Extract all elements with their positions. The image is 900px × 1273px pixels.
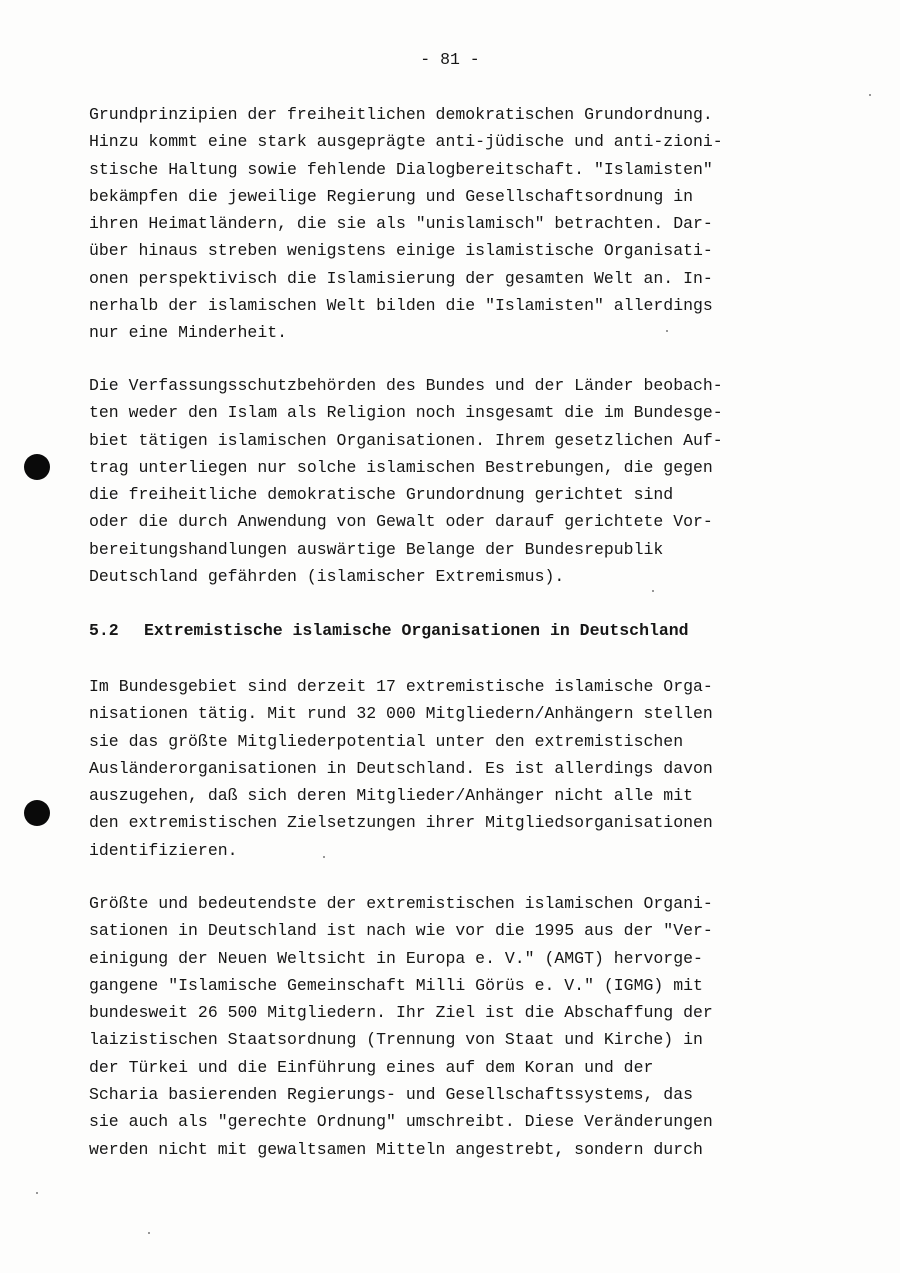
text-line: nerhalb der islamischen Welt bilden die "Islamisten" allerdings bbox=[89, 296, 713, 316]
text-line: sationen in Deutschland ist nach wie vor die 1995 aus der "Ver- bbox=[89, 921, 713, 941]
paragraph-1 bbox=[89, 101, 809, 347]
text-line: bereitungshandlungen auswärtige Belange der Bundesrepublik bbox=[89, 539, 664, 559]
page-number: - 81 - bbox=[420, 50, 480, 69]
text-line: sie auch als "gerechte Ordnung" umschreibt. Diese Veränderungen bbox=[89, 1112, 713, 1132]
text-line: onen perspektivisch die Islamisierung der gesamten Welt an. In- bbox=[89, 268, 713, 288]
text-line: Grundprinzipien der freiheitlichen demokratischen Grundordnung. bbox=[89, 105, 713, 124]
text-line: trag unterliegen nur solche islamischen Bestrebungen, die gegen bbox=[89, 457, 713, 477]
scan-speck bbox=[869, 94, 871, 96]
text-line: Die Verfassungsschutzbehörden des Bundes und der Länder beobach- bbox=[89, 376, 723, 395]
text-line: den extremistischen Zielsetzungen ihrer Mitgliedsorganisationen bbox=[89, 813, 713, 833]
text-line: oder die durch Anwendung von Gewalt oder darauf gerichtete Vor- bbox=[89, 512, 713, 532]
scan-speck bbox=[148, 1232, 150, 1234]
text-line: ihren Heimatländern, die sie als "unislamisch" betrachten. Dar- bbox=[89, 214, 713, 234]
text-line: ten weder den Islam als Religion noch insgesamt die im Bundesge- bbox=[89, 403, 723, 423]
text-line: bekämpfen die jeweilige Regierung und Gesellschaftsordnung in bbox=[89, 186, 693, 206]
text-line: Ausländerorganisationen in Deutschland. Es ist allerdings davon bbox=[89, 758, 713, 778]
text-line: Deutschland gefährden (islamischer Extremismus). bbox=[89, 567, 565, 587]
text-line: identifizieren. bbox=[89, 840, 238, 860]
text-line: sie das größte Mitgliederpotential unter den extremistischen bbox=[89, 731, 684, 751]
scan-speck bbox=[36, 1192, 38, 1194]
text-line: stische Haltung sowie fehlende Dialogbereitschaft. "Islamisten" bbox=[89, 159, 713, 179]
text-line: laizistischen Staatsordnung (Trennung von Staat und Kirche) in bbox=[89, 1030, 703, 1050]
punch-hole-upper bbox=[24, 454, 50, 480]
text-line: über hinaus streben wenigstens einige islamistische Organisati- bbox=[89, 241, 713, 261]
text-line: die freiheitliche demokratische Grundordnung gerichtet sind bbox=[89, 485, 674, 505]
text-line: nisationen tätig. Mit rund 32 000 Mitgliedern/Anhängern stellen bbox=[89, 704, 713, 724]
punch-hole-lower bbox=[24, 800, 50, 826]
text-line: der Türkei und die Einführung eines auf dem Koran und der bbox=[89, 1057, 654, 1077]
text-line: Scharia basierenden Regierungs- und Gesellschaftssystems, das bbox=[89, 1085, 693, 1105]
text-line: einigung der Neuen Weltsicht in Europa e. V." (AMGT) hervorge- bbox=[89, 948, 703, 968]
text-line: gangene "Islamische Gemeinschaft Milli Görüs e. V." (IGMG) mit bbox=[89, 975, 703, 995]
text-line: biet tätigen islamischen Organisationen. Ihrem gesetzlichen Auf- bbox=[89, 430, 723, 450]
text-line: bundesweit 26 500 Mitgliedern. Ihr Ziel ist die Abschaffung der bbox=[89, 1003, 713, 1023]
text-line: Hinzu kommt eine stark ausgeprägte anti-jüdische und anti-zioni- bbox=[89, 132, 723, 152]
section-title: Extremistische islamische Organisationen in Deutschland bbox=[144, 621, 689, 640]
paragraph-2 bbox=[89, 372, 809, 590]
text-line: auszugehen, daß sich deren Mitglieder/Anhänger nicht alle mit bbox=[89, 786, 693, 806]
section-heading bbox=[89, 617, 689, 644]
paragraph-4 bbox=[89, 890, 809, 1163]
text-line: nur eine Minderheit. bbox=[89, 323, 288, 343]
text-line: Größte und bedeutendste der extremistischen islamischen Organi- bbox=[89, 894, 713, 913]
text-line: Im Bundesgebiet sind derzeit 17 extremistische islamische Orga- bbox=[89, 677, 713, 696]
section-number: 5.2 bbox=[89, 621, 119, 640]
text-line: werden nicht mit gewaltsamen Mitteln angestrebt, sondern durch bbox=[89, 1139, 703, 1159]
paragraph-3 bbox=[89, 673, 809, 864]
